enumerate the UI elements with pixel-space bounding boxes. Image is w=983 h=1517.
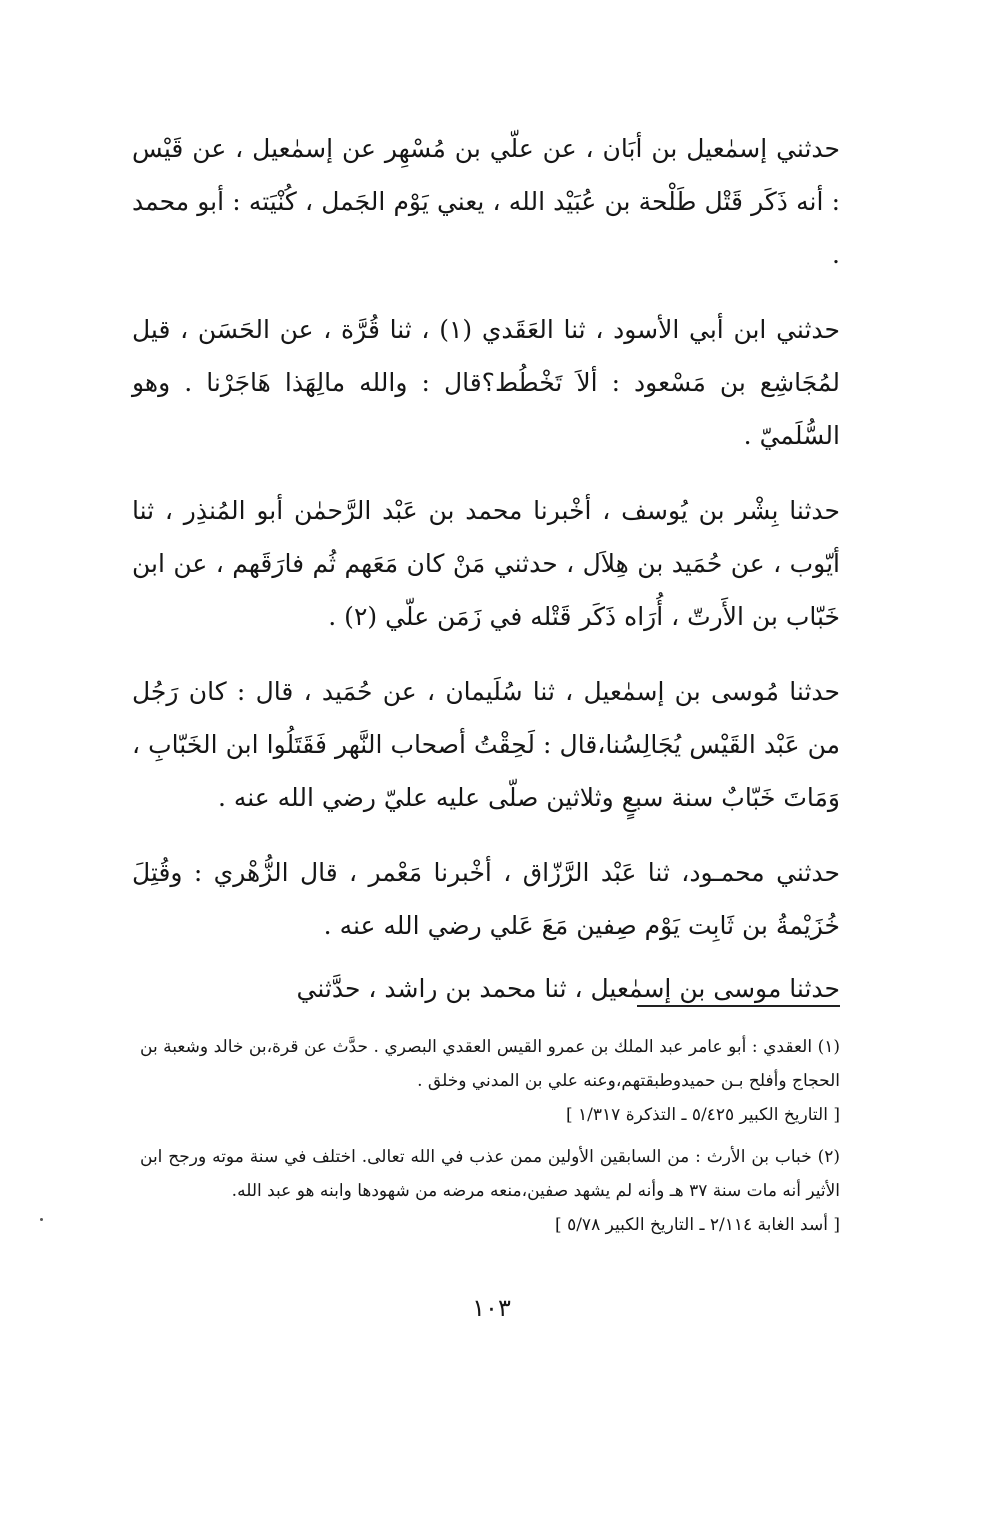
footnote-2 <box>140 1140 840 1242</box>
footnote-1-source: [ التاريخ الكبير ٥/٤٢٥ ـ التذكرة ١/٣١٧ ] <box>565 1105 840 1125</box>
footnote-1 <box>140 1030 840 1132</box>
footnote-2-text: (٢) خباب بن الأرث : من السابقين الأولين ممن عذب في الله تعالى. اختلف في سنة موته ورجح ابن الأثير أنه مات سنة ٣٧ هـ وأنه لم يشهد صفين،منعه مرضه من شهودها وابنه هو عبد الله. <box>140 1147 840 1201</box>
hadith-paragraph-3: حدثنا بِشْر بن يُوسف ، أخْبرنا محمد بن عَبْد الرَّحمٰن أبو المُنذِر ، ثنا أيّوب ، عن حُمَيد بن هِلاَل ، حدثني مَنْ كان مَعَهم ثُم فارَقَهم ، عن ابن خَبّاب بن الأَرتّ ، أُرَاه ذَكَر قَتْله في زَمَن علّي (٢) . <box>132 496 840 631</box>
margin-dot <box>40 1218 43 1221</box>
footnotes <box>140 1030 840 1250</box>
hadith-paragraph-4: حدثنا مُوسى بن إسمٰعيل ، ثنا سُلَيمان ، عن حُمَيد ، قال : كان رَجُل من عَبْد القَيْس يُجَالِسُنا،قال : لَحِقْتُ أصحاب النَّهر فَقَتَلُوا ابن الخَبّابِ ، وَمَاتَ خَبّابٌ سنة سبعٍ وثلاثين صلّى عليه عليّ رضي الله عنه . <box>132 677 840 812</box>
hadith-paragraph-2: حدثني ابن أبي الأسود ، ثنا العَقَدي (١) ، ثنا قُرَّة ، عن الحَسَن ، قيل لمُجَاشِع بن مَسْعود : ألاَ تَخْطُط؟قال : والله مالِهَذا هَاجَرْنا . وهو السُّلَميّ . <box>132 315 840 450</box>
hadith-paragraph-5: حدثني محمـود، ثنا عَبْد الرَّزّاق ، أخْبرنا مَعْمر ، قال الزُّهْري : وقُتِلَ خُزَيْمةُ بن ثَابِت يَوْم صِفين مَعَ عَلي رضي الله عنه . <box>132 858 840 940</box>
main-text <box>132 122 840 1037</box>
footnote-1-text: (١) العقدي : أبو عامر عبد الملك بن عمرو القيس العقدي البصري . حدَّث عن قرة،بن خالد وشعبة بن الحجاج وأفلح بـن حميدوطبقتهم،وعنه علي بن المدني وخلق . <box>140 1037 840 1091</box>
hadith-paragraph-1: حدثني إسمٰعيل بن أبَان ، عن علّي بن مُسْهِر عن إسمٰعيل ، عن قَيْس : أنه ذَكَر قَتْل طَلْحة بن عُبَيْد الله ، يعني يَوْم الجَمل ، كُنْيَته : أبو محمد . <box>132 134 840 269</box>
footnote-2-source: [ أسد الغابة ٢/١١٤ ـ التاريخ الكبير ٥/٧٨ ] <box>555 1215 840 1235</box>
hadith-paragraph-6: حدثنا موسى بن إسمٰعيل ، ثنا محمد بن راشد ، حدَّثني <box>296 974 840 1003</box>
page-number: ١٠٣ <box>472 1294 511 1322</box>
footnote-separator <box>637 1005 840 1007</box>
